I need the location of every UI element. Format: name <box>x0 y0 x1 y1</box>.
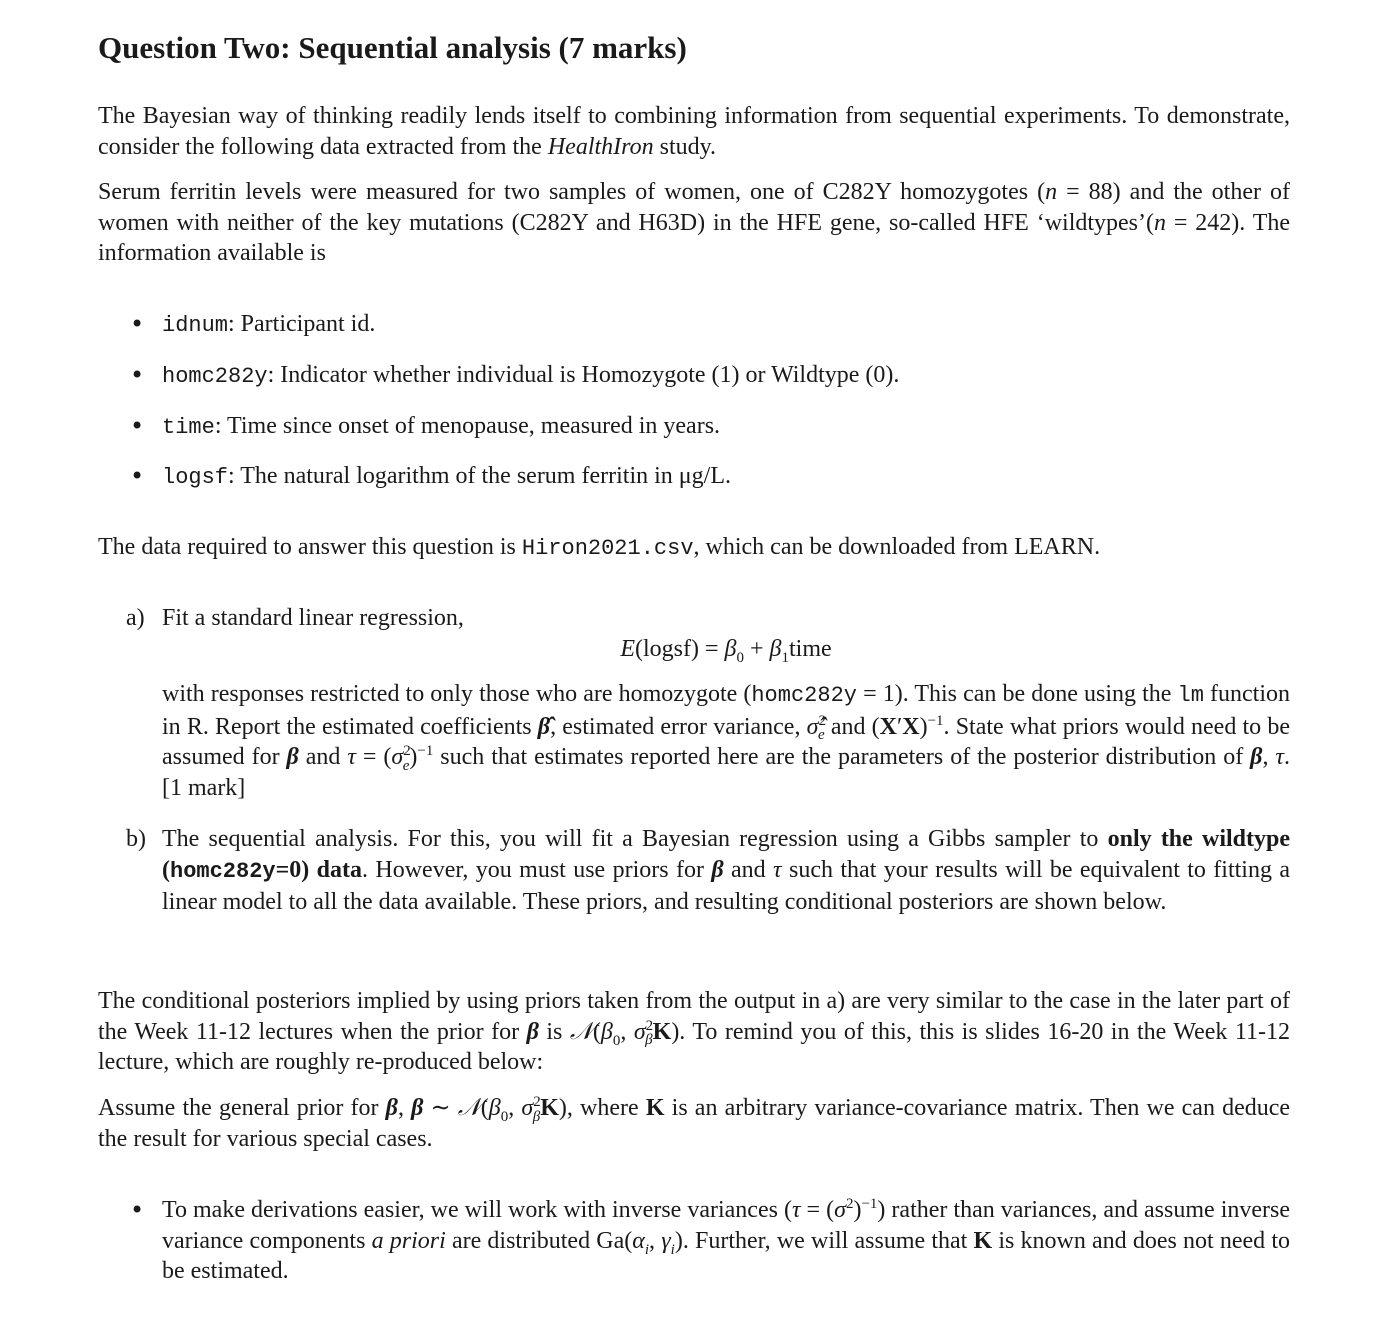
variable-name: logsf <box>162 465 229 490</box>
part-a-intro: Fit a standard linear regression, <box>162 605 464 631</box>
part-a-label: a) <box>126 605 145 631</box>
variable-name: time <box>162 415 215 440</box>
regression-equation: E(logsf) = $\beta_0$ + $\beta_1time$ <box>620 636 832 666</box>
inverse-variance-bullet: To make derivations easier, we will work with inverse variances $(\tau = (\sigma^2)^{-1})$ rather than variances, and assume inverse variance components a priori are distributed $Ga(\alpha_i$, $\gamma_i$). Further, we will assume that K is known and does not need to be estimated. <box>162 1196 1290 1284</box>
variable-desc: : Time since onset of menopause, measured in years. <box>214 413 721 439</box>
general-prior-paragraph: Assume the general prior for β, β ∼ $𝒩(\beta_0$, $\sigma^2_\beta K$), where K is an arbitrary variance-covariance matrix. Then we can deduce the result for various special cases. <box>98 1094 1291 1152</box>
part-b-label: b) <box>126 826 146 852</box>
intro-text-start: The Bayesian way of thinking readily lends itself to combining information from sequential experiments. To demonstrate, consider the following data extracted from the <box>98 103 1290 160</box>
data-sentence <box>98 532 1290 565</box>
variable-item <box>162 360 899 392</box>
bullet-icon: • <box>130 1196 145 1224</box>
variable-desc: : Participant id. <box>228 311 376 337</box>
data-sentence-end: , which can be downloaded from LEARN. <box>693 534 1101 560</box>
conditional-posteriors-paragraph: The conditional posteriors implied by using priors taken from the output in a) are very similar to the case in the later part of the Week 11-12 lectures when the prior for β is $𝒩(\beta_0$, $\sigma^2_\beta K$). To remind you of this, this is slides 16-20 in the Week 11-12 lecture, which are roughly re-produced below: <box>98 988 1290 1075</box>
variable-item <box>162 309 375 341</box>
variable-name: homc282y <box>162 364 268 389</box>
data-filename: Hiron2021.csv <box>521 536 694 561</box>
variable-desc: : The natural logarithm of the serum ferritin in μg/L. <box>228 463 731 489</box>
bullet-icon: • <box>130 310 145 338</box>
variable-name: idnum <box>162 313 229 338</box>
variable-item <box>162 461 731 493</box>
samples-paragraph: Serum ferritin levels were measured for two samples of women, one of C282Y homozygotes (n = 88) and the other of women with neither of the key mutations (C282Y and H63D) in the HFE gene, so-called HFE ‘wildtypes’(n = 242). The information available is <box>98 179 1291 266</box>
bullet-icon: • <box>130 462 145 490</box>
part-a-body: with responses restricted to only those who are homozygote (homc282y = 1). This can be done using the lm function in R. Report the estimated coefficients β̂, estimated error variance, σ̂$^2_e$ and $(X'X)^{-1}$. State what priors would need to be assumed for β and $\tau = (\sigma^2_e)^{-1}$ such that estimates reported here are the parameters of the posterior distribution of β, τ. [1 mark] <box>162 681 1290 801</box>
intro-text-end: study. <box>653 133 717 160</box>
question-heading: Question Two: Sequential analysis (7 marks) <box>98 30 687 65</box>
variable-item <box>162 411 720 443</box>
bullet-icon: • <box>130 361 145 389</box>
bullet-icon: • <box>130 412 145 440</box>
variable-desc: : Indicator whether individual is Homozygote (1) or Wildtype (0). <box>267 362 900 388</box>
intro-paragraph <box>98 101 1290 162</box>
part-b-body: The sequential analysis. For this, you will fit a Bayesian regression using a Gibbs sampler to only the wildtype (homc282y=0) data. However, you must use priors for β and τ such that your results will be equivalent to fitting a linear model to all the data available. These priors, and resulting conditional posteriors are shown below. <box>162 826 1291 915</box>
study-name: HealthIron <box>547 133 654 160</box>
data-sentence-start: The data required to answer this question is <box>98 534 522 560</box>
